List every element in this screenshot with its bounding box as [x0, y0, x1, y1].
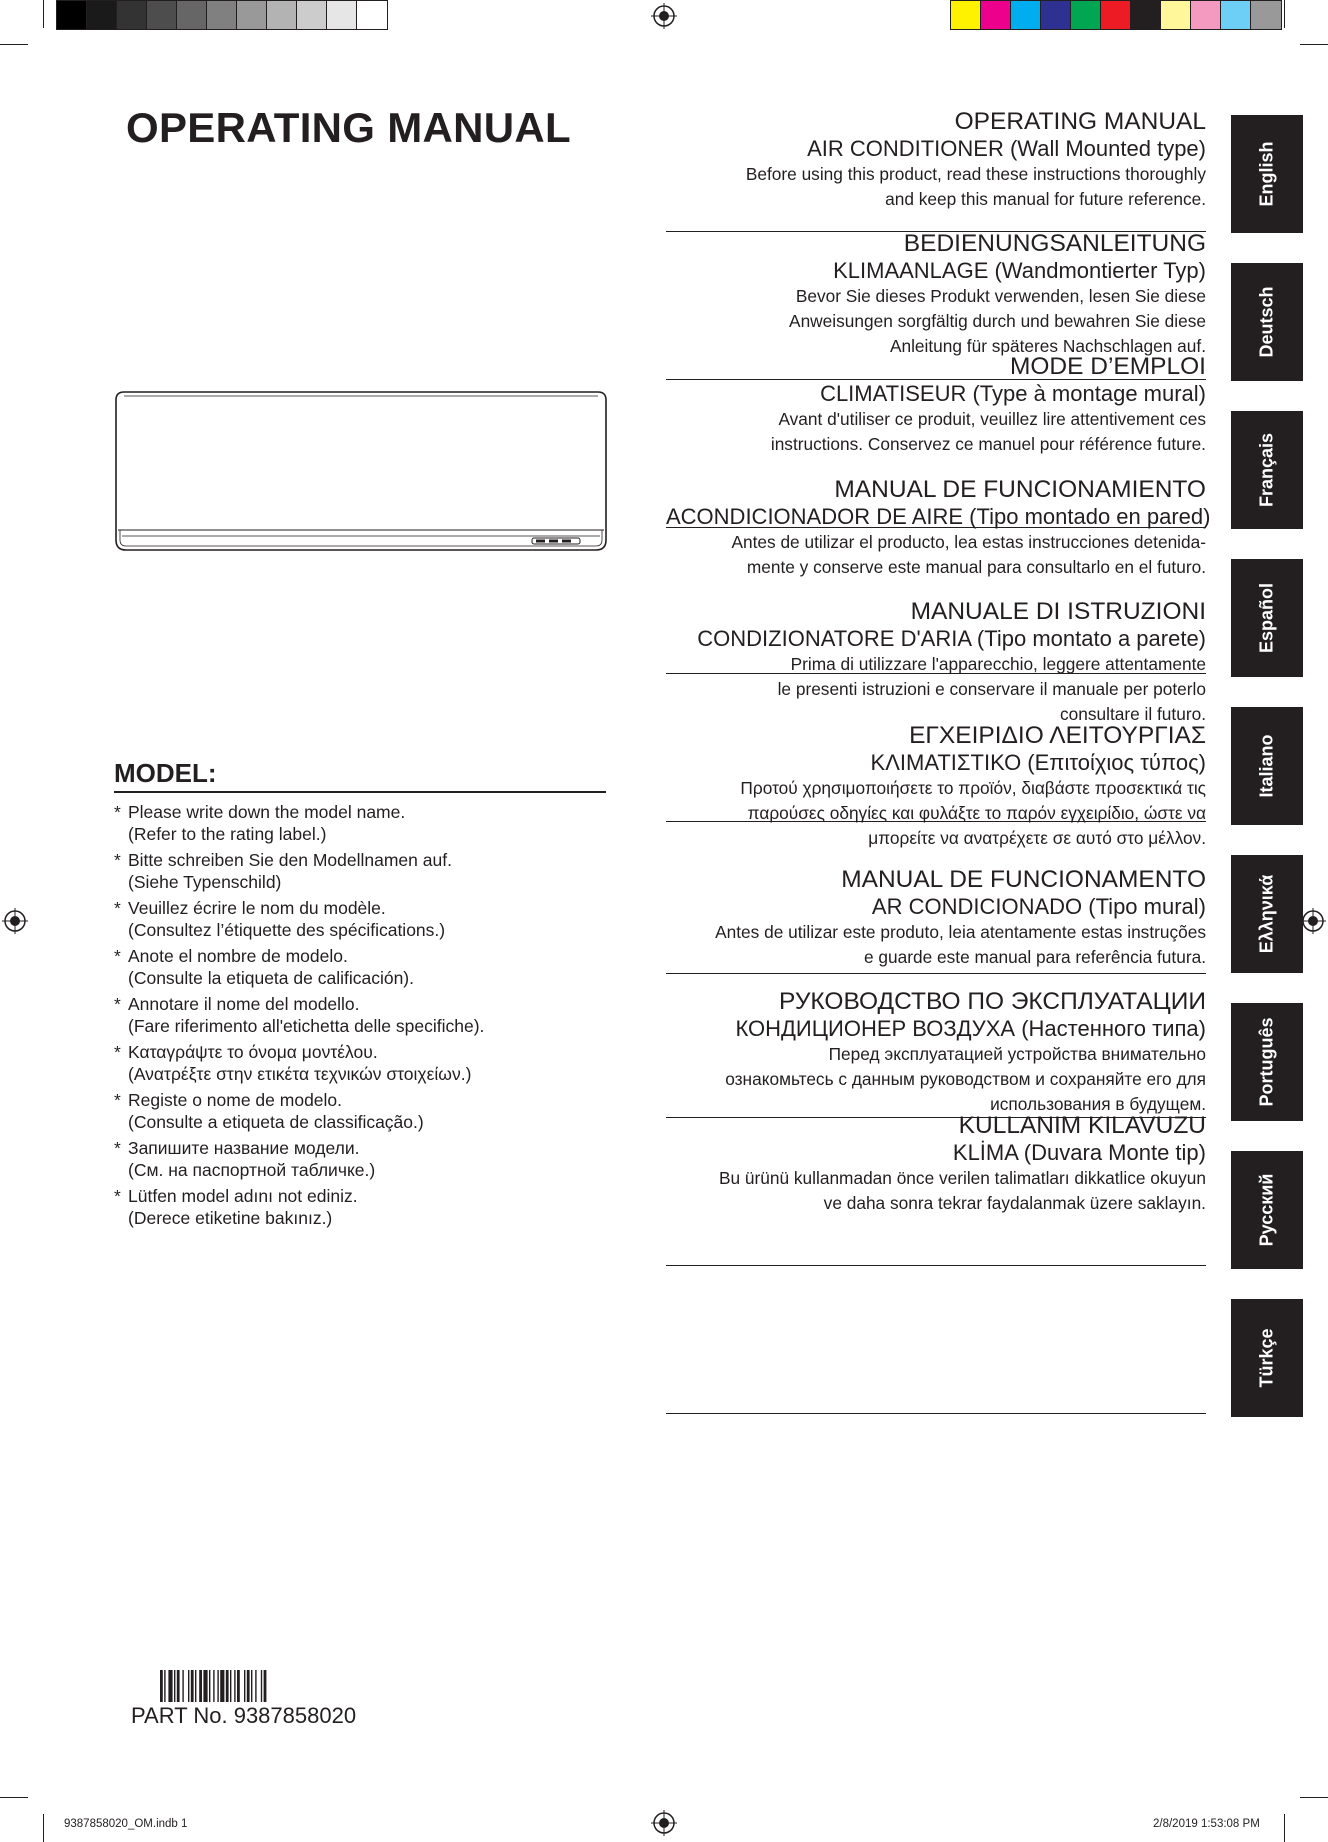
language-product-name: ΚΛΙΜΑΤΙΣΤΙΚΟ (Επιτοίχιος τύπος)	[870, 750, 1206, 775]
language-description-line: μπορείτε να ανατρέχετε σε αυτό στο μέλλον.	[868, 828, 1206, 848]
language-tab-label: Español	[1256, 582, 1277, 654]
language-description	[666, 652, 1206, 727]
language-manual-title: MANUAL DE FUNCIONAMENTO	[841, 866, 1206, 893]
crop-mark	[1300, 44, 1328, 45]
language-product-name: AR CONDICIONADO (Tipo mural)	[871, 894, 1206, 919]
language-manual-title: OPERATING MANUAL	[954, 108, 1206, 135]
grayscale-swatch	[147, 1, 177, 29]
language-product-name: ACONDICIONADOR DE AIRE (Tipo montado en pared)	[666, 504, 1211, 529]
note-marker: *	[114, 1186, 121, 1206]
language-manual-title: MANUALE DI ISTRUZIONI	[910, 598, 1206, 625]
language-description	[666, 284, 1206, 359]
language-description-line: Before using this product, read these instructions thoroughly	[745, 164, 1206, 184]
crop-mark	[1300, 1797, 1328, 1798]
grayscale-swatch	[117, 1, 147, 29]
language-description-line: consultare il futuro.	[1059, 704, 1206, 724]
model-note-item	[114, 850, 634, 893]
language-tab-label: Français	[1256, 432, 1277, 508]
language-description	[666, 1042, 1206, 1117]
crop-mark	[0, 44, 28, 45]
grayscale-swatch	[207, 1, 237, 29]
language-description-line: mente y conserve este manual para consultarlo en el futuro.	[746, 557, 1206, 577]
registration-mark-icon	[1300, 908, 1326, 934]
grayscale-swatch	[87, 1, 117, 29]
model-note-item	[114, 802, 634, 845]
language-description-line: e guarde este manual para referência futura.	[864, 947, 1206, 967]
color-swatch	[1071, 1, 1101, 29]
language-manual-title: РУКОВОДСТВО ПО ЭКСПЛУАТАЦИИ	[779, 988, 1206, 1015]
registration-mark-icon	[651, 1810, 677, 1836]
grayscale-swatch	[57, 1, 87, 29]
language-tab-label: Deutsch	[1256, 286, 1277, 358]
model-note-item	[114, 1138, 634, 1181]
note-marker: *	[114, 850, 121, 870]
language-product-name: CLIMATISEUR (Type à montage mural)	[820, 381, 1206, 406]
color-swatch	[981, 1, 1011, 29]
language-description	[666, 407, 1206, 457]
language-description-line: Antes de utilizar el producto, lea estas instrucciones detenida-	[731, 532, 1206, 552]
language-product-name: AIR CONDITIONER (Wall Mounted type)	[807, 136, 1206, 161]
language-section-english	[666, 108, 1206, 232]
model-note-line: Запишите название модели.	[128, 1138, 360, 1158]
language-tab-français	[1231, 411, 1303, 529]
document-title: OPERATING MANUAL	[126, 104, 571, 151]
language-manual-title: BEDIENUNGSANLEITUNG	[903, 230, 1206, 257]
language-tab-español	[1231, 559, 1303, 677]
color-swatch	[1011, 1, 1041, 29]
color-swatch	[1221, 1, 1251, 29]
crop-mark	[0, 1797, 28, 1798]
model-heading: MODEL:	[114, 758, 606, 793]
language-description-line: Bevor Sie dieses Produkt verwenden, lesen Sie diese	[795, 286, 1206, 306]
language-description-line: παρούσες οδηγίες και φυλάξτε το παρόν εγχειρίδιο, ώστε να	[747, 803, 1206, 823]
model-note-reference: (См. на паспортной табличке.)	[128, 1159, 376, 1180]
language-tab-ελληνικά	[1231, 855, 1303, 973]
language-manual-title: MANUAL DE FUNCIONAMIENTO	[834, 476, 1206, 503]
model-note-reference: (Fare riferimento all'etichetta delle specifiche).	[128, 1015, 485, 1036]
language-description-line: Anweisungen sorgfältig durch und bewahren Sie diese	[789, 311, 1206, 331]
language-tab-label: Italiano	[1256, 734, 1277, 798]
model-note-item	[114, 1042, 634, 1085]
grayscale-swatch	[327, 1, 357, 29]
language-description-line: ve daha sonra tekrar faydalanmak üzere saklayın.	[823, 1193, 1206, 1213]
grayscale-swatch	[267, 1, 297, 29]
model-note-reference: (Derece etiketine bakınız.)	[128, 1207, 333, 1228]
model-note-line: Registe o nome de modelo.	[128, 1090, 343, 1110]
note-marker: *	[114, 802, 121, 822]
color-swatch	[1161, 1, 1191, 29]
model-note-reference: (Consulte a etiqueta de classificação.)	[128, 1111, 424, 1132]
language-tab-label: Русский	[1256, 1173, 1277, 1247]
language-description	[666, 920, 1206, 970]
language-tab-português	[1231, 1003, 1303, 1121]
note-marker: *	[114, 946, 121, 966]
model-notes-list	[114, 802, 634, 1234]
language-product-name: КОНДИЦИОНЕР ВОЗДУХА (Настенного типа)	[735, 1016, 1206, 1041]
language-description-line: instructions. Conservez ce manuel pour référence future.	[770, 434, 1206, 454]
footer-datetime: 2/8/2019 1:53:08 PM	[1153, 1818, 1260, 1830]
grayscale-calibration-strip	[56, 0, 388, 30]
model-note-line: Annotare il nome del modello.	[128, 994, 360, 1014]
language-section-türkçe	[666, 1112, 1206, 1414]
model-note-reference: (Refer to the rating label.)	[128, 823, 327, 844]
color-swatch	[1131, 1, 1161, 29]
language-manual-title: MODE D’EMPLOI	[1009, 353, 1206, 380]
grayscale-swatch	[237, 1, 267, 29]
language-tab-italiano	[1231, 707, 1303, 825]
note-marker: *	[114, 898, 121, 918]
model-note-line: Please write down the model name.	[128, 802, 406, 822]
model-note-item	[114, 1090, 634, 1133]
crop-mark	[43, 1814, 44, 1842]
language-tab-label: English	[1256, 141, 1277, 207]
language-product-name: CONDIZIONATORE D'ARIA (Tipo montato a parete)	[697, 626, 1206, 651]
registration-mark-icon	[651, 3, 677, 29]
model-note-reference: (Ανατρέξτε στην ετικέτα τεχνικών στοιχείων.)	[128, 1063, 472, 1084]
model-note-item	[114, 946, 634, 989]
footer-file-name: 9387858020_OM.indb 1	[64, 1818, 188, 1830]
language-tab-label: Ελληνικά	[1256, 874, 1277, 954]
language-tab-english	[1231, 115, 1303, 233]
language-description-line: and keep this manual for future reference.	[885, 189, 1206, 209]
language-description-line: использования в будущем.	[990, 1094, 1206, 1114]
model-note-reference: (Siehe Typenschild)	[128, 871, 282, 892]
model-note-reference: (Consultez l’étiquette des spécifications.)	[128, 919, 446, 940]
barcode-icon	[160, 1670, 340, 1702]
model-note-line: Veuillez écrire le nom du modèle.	[128, 898, 386, 918]
language-description	[666, 530, 1206, 580]
language-tab-deutsch	[1231, 263, 1303, 381]
color-swatch	[951, 1, 981, 29]
language-description	[666, 776, 1206, 851]
color-swatch	[1041, 1, 1071, 29]
registration-mark-icon	[2, 908, 28, 934]
language-description-line: Antes de utilizar este produto, leia atentamente estas instruções	[715, 922, 1206, 942]
language-description	[666, 162, 1206, 212]
model-note-reference: (Consulte la etiqueta de calificación).	[128, 967, 414, 988]
model-note-item	[114, 1186, 634, 1229]
crop-mark	[1284, 0, 1285, 28]
language-tab-label: Türkçe	[1256, 1328, 1277, 1388]
crop-mark	[1284, 1814, 1285, 1842]
model-note-line: Anote el nombre de modelo.	[128, 946, 348, 966]
note-marker: *	[114, 1090, 121, 1110]
model-note-line: Καταγράψτε το όνομα μοντέλου.	[128, 1042, 378, 1062]
color-swatch	[1191, 1, 1221, 29]
color-calibration-strip	[950, 0, 1282, 30]
grayscale-swatch	[177, 1, 207, 29]
note-marker: *	[114, 1042, 121, 1062]
language-product-name: KLIMAANLAGE (Wandmontierter Typ)	[833, 258, 1206, 283]
language-tab-label: Português	[1256, 1017, 1277, 1107]
air-conditioner-unit-illustration	[114, 390, 608, 553]
language-description-line: Bu ürünü kullanmadan önce verilen talimatları dikkatlice okuyun	[718, 1168, 1206, 1188]
language-description	[666, 1166, 1206, 1216]
note-marker: *	[114, 1138, 121, 1158]
language-description-line: Перед эксплуатацией устройства внимательно	[828, 1044, 1206, 1064]
grayscale-swatch	[297, 1, 327, 29]
language-manual-title: ΕΓΧΕΙΡΙΔΙΟ ΛΕΙΤΟΥΡΓΙΑΣ	[909, 722, 1206, 749]
model-note-item	[114, 994, 634, 1037]
color-swatch	[1101, 1, 1131, 29]
language-description-line: Anleitung für späteres Nachschlagen auf.	[889, 336, 1206, 356]
model-note-line: Bitte schreiben Sie den Modellnamen auf.	[128, 850, 452, 870]
model-note-line: Lütfen model adını not ediniz.	[128, 1186, 358, 1206]
color-swatch	[1251, 1, 1281, 29]
language-manual-title: KULLANIM KILAVUZU	[958, 1112, 1206, 1139]
note-marker: *	[114, 994, 121, 1014]
language-description-line: le presenti istruzioni e conservare il manuale per poterlo	[777, 679, 1206, 699]
grayscale-swatch	[357, 1, 387, 29]
part-number: PART No. 9387858020	[131, 1703, 357, 1728]
language-description-line: Prima di utilizzare l'apparecchio, leggere attentamente	[790, 654, 1206, 674]
language-description-line: ознакомьтесь с данным руководством и сохраняйте его для	[725, 1069, 1206, 1089]
language-tab-türkçe	[1231, 1299, 1303, 1417]
language-description-line: Avant d'utiliser ce produit, veuillez lire attentivement ces	[778, 409, 1206, 429]
language-tab-русский	[1231, 1151, 1303, 1269]
language-product-name: KLİMA (Duvara Monte tip)	[952, 1140, 1206, 1165]
model-note-item	[114, 898, 634, 941]
language-description-line: Προτού χρησιμοποιήσετε το προϊόν, διαβάστε προσεκτικά τις	[740, 778, 1206, 798]
crop-mark	[43, 0, 44, 28]
